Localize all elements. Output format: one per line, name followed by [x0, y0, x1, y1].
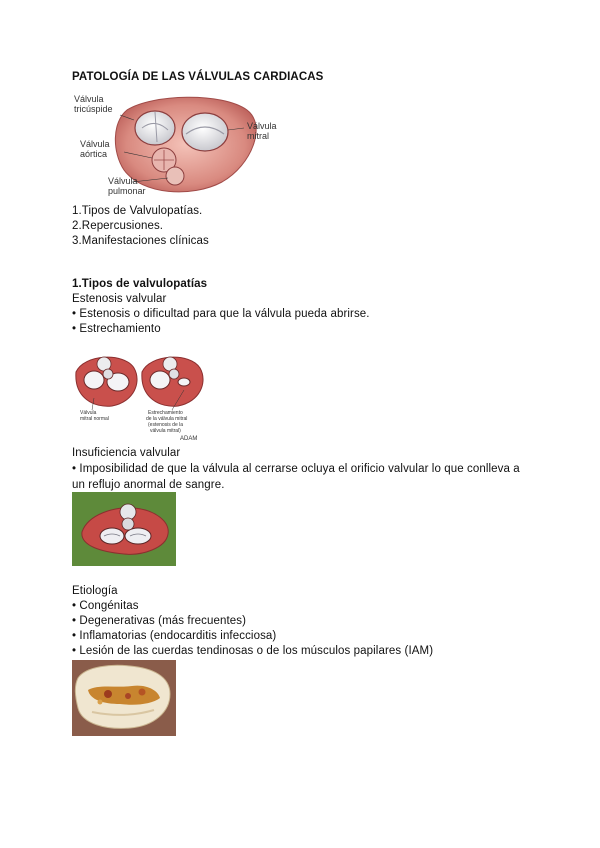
insufficiency-figure — [72, 492, 176, 566]
etiologia-title: Etiología — [72, 585, 118, 597]
figure-credit: ADAM — [180, 436, 198, 442]
label-tricuspid-1: Válvula — [74, 94, 104, 104]
insuficiencia-title: Insuficiencia valvular — [72, 447, 181, 459]
label-aortic-1: Válvula — [80, 139, 110, 149]
label-mitral-1: Válvula — [247, 121, 277, 131]
stenosis-label-right-1: Estrechamiento — [148, 410, 183, 416]
label-aortic-2: aórtica — [80, 149, 108, 159]
etiologia-bullet: • Lesión de las cuerdas tendinosas o de los músculos papilares (IAM) — [72, 645, 434, 657]
stenosis-figure — [72, 350, 212, 442]
stenosis-label-left-1: Válvula — [80, 410, 97, 416]
heart-valves-diagram — [72, 90, 292, 202]
stenosis-label-right-3: (estenosis de la — [148, 422, 184, 428]
stenosis-label-left-2: mitral normal — [80, 416, 109, 422]
estenosis-bullet: • Estrechamiento — [72, 323, 161, 335]
etiologia-bullet: • Congénitas — [72, 600, 139, 612]
insuficiencia-text: • Imposibilidad de que la válvula al cerrarse ocluya el orificio valvular lo que conlleva a un reflujo anormal de sangre. — [72, 463, 520, 491]
toc-item: 2.Repercusiones. — [72, 220, 164, 232]
section-heading: 1.Tipos de valvulopatías — [72, 278, 208, 290]
valve-lesion-photo — [72, 660, 176, 736]
etiologia-bullet: • Degenerativas (más frecuentes) — [72, 615, 247, 627]
page-title: PATOLOGÍA DE LAS VÁLVULAS CARDIACAS — [72, 71, 324, 83]
label-pulmonary-1: Válvula — [108, 176, 138, 186]
estenosis-title: Estenosis valvular — [72, 293, 167, 305]
label-mitral-2: mitral — [247, 131, 269, 141]
stenosis-label-right-2: de la válvula mitral — [146, 416, 188, 422]
label-pulmonary-2: pulmonar — [108, 186, 146, 196]
toc-item: 1.Tipos de Valvulopatías. — [72, 205, 203, 217]
estenosis-bullet: • Estenosis o dificultad para que la válvula pueda abrirse. — [72, 308, 370, 320]
etiologia-bullet: • Inflamatorias (endocarditis infecciosa) — [72, 630, 277, 642]
toc-item: 3.Manifestaciones clínicas — [72, 235, 209, 247]
label-tricuspid-2: tricúspide — [74, 104, 113, 114]
stenosis-label-right-4: válvula mitral) — [150, 428, 181, 434]
